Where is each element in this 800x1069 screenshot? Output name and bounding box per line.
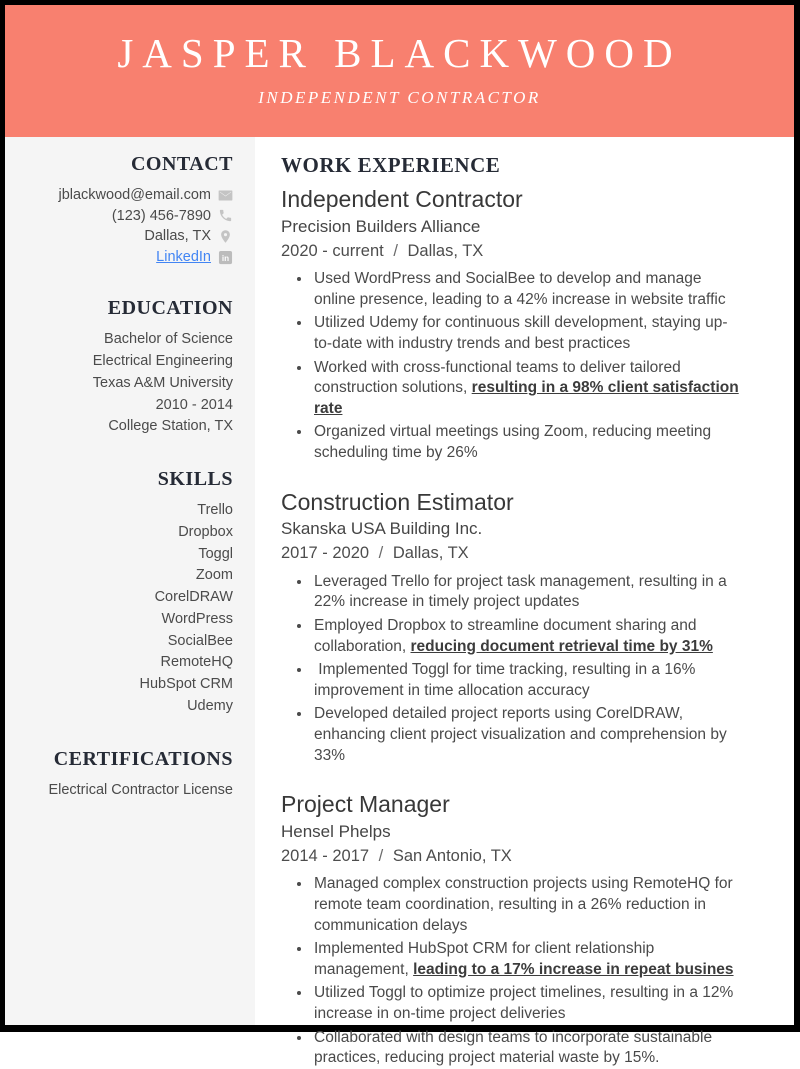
skill-item: Dropbox (178, 523, 233, 540)
svg-text:in: in (221, 253, 230, 263)
contact-item (17, 185, 233, 206)
job-bullet: • Employed Dropbox to streamline document sharing and collaboration, reducing document retrieval time by 31% (312, 616, 742, 657)
contact-item-text: jblackwood@email.com (58, 187, 211, 203)
skill-item: HubSpot CRM (139, 676, 233, 693)
contact-item-text: Dallas, TX (144, 228, 211, 245)
job-bullet: • Organized virtual meetings using Zoom, reducing meeting scheduling time by 26% (312, 422, 742, 463)
dates-location-separator: / (378, 846, 384, 865)
skill-item: RemoteHQ (160, 654, 233, 671)
job-company: Precision Builders Alliance (281, 216, 481, 236)
job-location: San Antonio, TX (388, 846, 512, 865)
certifications-section (17, 748, 233, 802)
education-heading: EDUCATION (107, 297, 233, 320)
job-dates: 2014 - 2017 (281, 846, 374, 865)
job-bullet: • Utilized Toggl to optimize project timelines, resulting in a 12% increase in on-time project deliveries (312, 983, 742, 1024)
skills-list (17, 500, 233, 718)
education-line: Electrical Engineering (92, 353, 233, 370)
highlighted-achievement: resulting in a 98% client satisfaction rate (314, 379, 739, 417)
contact-linkedin-link[interactable] (17, 247, 233, 268)
job-location: Dallas, TX (388, 544, 469, 563)
envelope-icon (218, 188, 233, 203)
certifications-heading: CERTIFICATIONS (53, 747, 233, 770)
highlighted-achievement: reducing document retrieval time by 31% (410, 637, 713, 655)
job-location: Dallas, TX (402, 241, 484, 260)
contact-item (17, 206, 233, 227)
body-columns (5, 137, 794, 1067)
skill-item: SocialBee (167, 632, 233, 649)
skill-item: Toggl (198, 545, 233, 562)
resume-page (5, 5, 794, 1067)
skills-section (17, 468, 233, 718)
job-dates-location (281, 543, 742, 564)
job-title: Construction Estimator (281, 488, 514, 515)
job-bullet: • Implemented Toggl for time tracking, resulting in a 16% improvement in time allocation accuracy (312, 660, 742, 701)
job-dates-location (281, 241, 742, 262)
job-bullet: • Implemented HubSpot CRM for client relationship management, leading to a 17% increase in repeat busines (312, 939, 742, 980)
contact-heading: CONTACT (130, 153, 233, 175)
job-bullet: • Developed detailed project reports using CorelDRAW, enhancing client project visualization and comprehension by 33% (312, 704, 742, 766)
linkedin-icon (218, 250, 233, 265)
job-title: Project Manager (281, 791, 450, 818)
contact-list (17, 185, 233, 267)
education-list (17, 329, 233, 438)
education-line: Texas A&M University (92, 374, 233, 391)
sidebar (5, 137, 255, 1025)
education-line: College Station, TX (108, 418, 233, 435)
education-line: Bachelor of Science (104, 331, 233, 348)
highlighted-achievement: leading to a 17% increase in repeat busines (413, 960, 734, 978)
skill-item: Udemy (187, 697, 233, 714)
skill-item: Trello (197, 502, 233, 519)
job-entry (281, 488, 742, 767)
certifications-list (17, 780, 233, 802)
linkedin-link-text[interactable]: LinkedIn (156, 248, 211, 265)
job-dates-location (281, 846, 742, 867)
job-bullet: • Used WordPress and SocialBee to develop and manage online presence, leading to a 42% increase in website traffic (312, 269, 742, 310)
skill-item: CorelDRAW (154, 589, 233, 606)
job-title: Independent Contractor (281, 186, 523, 212)
location-pin-icon (218, 229, 233, 244)
job-bullet: • Utilized Udemy for continuous skill development, staying up-to-date with industry trends and best practices (312, 313, 742, 354)
dates-location-separator: / (393, 241, 398, 260)
job-bullet: • Worked with cross-functional teams to deliver tailored construction solutions, resulting in a 98% client satisfaction rate (312, 358, 742, 420)
job-company: Hensel Phelps (281, 821, 391, 841)
skill-item: Zoom (195, 567, 233, 584)
job-bullet: • Leveraged Trello for project task management, resulting in a 22% increase in timely project updates (312, 572, 742, 613)
jobs-list (281, 185, 742, 1069)
education-section (17, 297, 233, 438)
candidate-title: INDEPENDENT CONTRACTOR (258, 88, 541, 108)
phone-icon (218, 208, 233, 223)
job-bullet-list (281, 572, 742, 766)
job-entry (281, 185, 742, 464)
contact-item (17, 226, 233, 247)
header-banner (5, 5, 794, 137)
skills-heading: SKILLS (157, 468, 233, 491)
job-bullet-list (281, 269, 742, 463)
job-bullet: • Managed complex construction projects using RemoteHQ for remote team coordination, resulting in a 26% reduction in communication delays (312, 874, 742, 936)
job-company: Skanska USA Building Inc. (281, 519, 483, 539)
job-dates: 2017 - 2020 (281, 544, 374, 563)
contact-section (17, 153, 233, 267)
education-line: 2010 - 2014 (155, 396, 233, 413)
job-bullet-list (281, 874, 742, 1068)
work-experience-column (255, 137, 794, 1067)
candidate-name: JASPER BLACKWOOD (117, 30, 682, 76)
job-entry (281, 790, 742, 1069)
certification-item: Electrical Contractor License (48, 781, 233, 798)
job-dates: 2020 - current (281, 241, 389, 260)
job-bullet: • Collaborated with design teams to incorporate sustainable practices, reducing project material waste by 15%. (312, 1028, 742, 1069)
work-experience-heading: WORK EXPERIENCE (281, 153, 501, 177)
skill-item: WordPress (161, 610, 233, 627)
contact-item-text: (123) 456-7890 (111, 207, 211, 224)
dates-location-separator: / (378, 544, 384, 563)
